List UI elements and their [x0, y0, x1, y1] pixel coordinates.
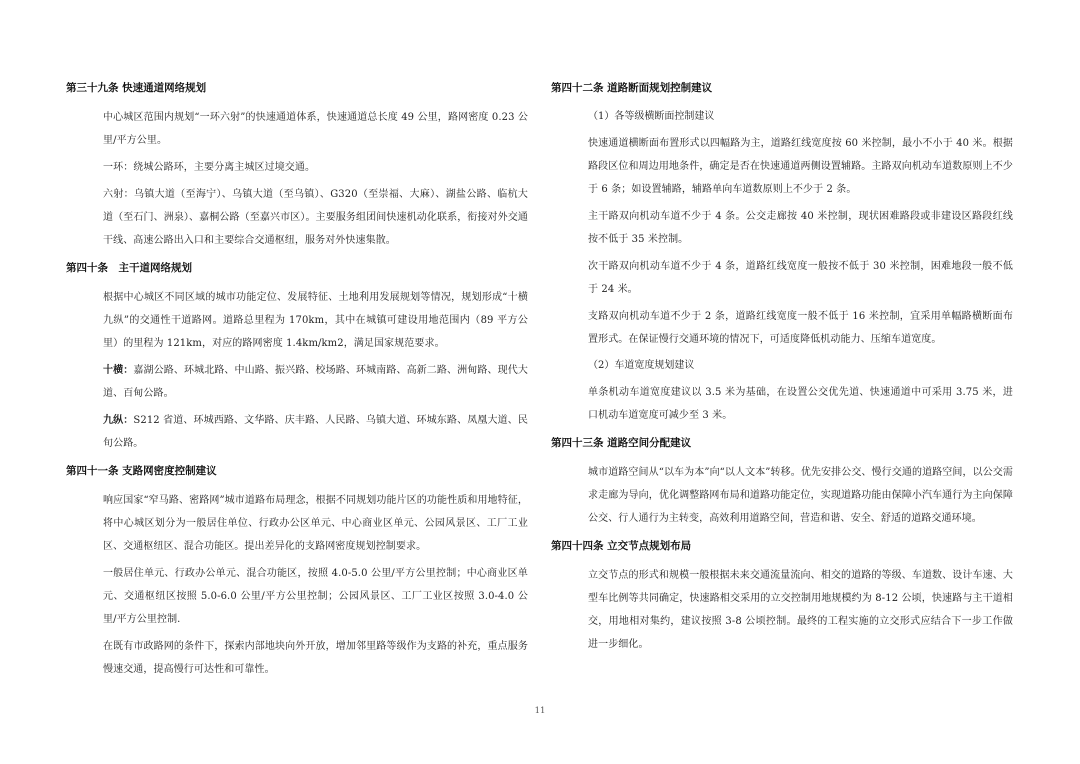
vertical-roads-text: S212 省道、环城西路、文华路、庆丰路、人民路、乌镇大道、环城东路、凤凰大道、民旬公路。: [103, 415, 528, 449]
article-40-title: 第四十条 主干道网络规划: [66, 262, 192, 274]
article-41-title: 第四十一条 支路网密度控制建议: [66, 465, 217, 477]
left-column: [66, 76, 528, 685]
article-41-para-1: 响应国家“窄马路、密路网”城市道路布局理念，根据不同规划功能片区的功能性质和用地特征，将中心城区划分为一般居住单位、行政办公区单元、中心商业区单元、公园风景区、工厂工业区、交通枢纽区、混合功能区。提出差异化的支路网密度规划控制要求。: [103, 495, 528, 552]
article-40-para-1: 根据中心城区不同区域的城市功能定位、发展特征、土地利用发展规划等情况，规划形成“十横九纵”的交通性干道路网。道路总里程为 170km，其中在城镇可建设用地范围内（89 平方公里）的里程为 121km，对应的路网密度 1.4km/km2，满足国家规范要求。: [103, 292, 528, 349]
article-42-para-5: 单条机动车道宽度建议以 3.5 米为基础，在设置公交优先道、快速通道中可采用 3.75 米，进口机动车道宽度可减少至 3 米。: [588, 387, 1013, 421]
article-42-para-2: 主干路双向机动车道不少于 4 条。公交走廊按 40 米控制，现状困难路段或非建设区路段红线按不低于 35 米控制。: [588, 211, 1013, 245]
article-41-para-3: 在既有市政路网的条件下，探索内部地块向外开放，增加邻里路等级作为支路的补充，重点服务慢速交通，提高慢行可达性和可靠性。: [103, 641, 528, 675]
page-number: 11: [534, 706, 546, 716]
article-43-title: 第四十三条 道路空间分配建议: [551, 437, 692, 449]
article-39-para-2: 一环：绕城公路环，主要分离主城区过境交通。: [103, 162, 316, 173]
article-42-para-1: 快速通道横断面布置形式以四幅路为主，道路红线宽度按 60 米控制，最小不小于 40 米。根据路段区位和周边用地条件，确定是否在快速通道两侧设置辅路。主路双向机动车道数原则上不少于 6 条；如设置辅路，辅路单向车道数原则上不少于 2 条。: [588, 138, 1013, 195]
article-42-subtitle-1: （1）各等级横断面控制建议: [588, 111, 715, 122]
right-column: [551, 76, 1013, 660]
article-39-para-1: 中心城区范围内规划“一环六射”的快速通道体系，快速通道总长度 49 公里，路网密度 0.23 公里/平方公里。: [103, 112, 528, 146]
article-42-title: 第四十二条 道路断面规划控制建议: [551, 82, 713, 94]
horizontal-roads-text: 嘉湖公路、环城北路、中山路、振兴路、校场路、环城南路、高新二路、洲甸路、现代大道、百甸公路。: [103, 365, 528, 399]
article-42-para-4: 支路双向机动车道不少于 2 条，道路红线宽度一般不低于 16 米控制，宜采用单幅路横断面布置形式。在保证慢行交通环境的情况下，可适度降低机动能力、压缩车道宽度。: [588, 311, 1013, 345]
article-42-subtitle-2: （2）车道宽度规划建议: [588, 360, 695, 371]
article-44-para-1: 立交节点的形式和规模一般根据未来交通流量流向、相交的道路的等级、车道数、设计车速、大型车比例等共同确定，快速路相交采用的立交控制用地规模约为 8-12 公顷，快速路与主干道相交，用地相对集约，建议按照 3-8 公顷控制。最终的工程实施的立交形式应结合下一步工作做进一步细化。: [588, 570, 1013, 650]
article-39-para-3: 六射：乌镇大道（至海宁）、乌镇大道（至乌镇）、G320（至崇福、大麻）、湖盐公路、临杭大道（至石门、洲泉）、嘉桐公路（至嘉兴市区）。主要服务组团间快速机动化联系，衔接对外交通干线、高速公路出入口和主要综合交通枢纽，服务对外快速集散。: [103, 189, 528, 246]
article-43-para-1: 城市道路空间从“以车为本”向“以人文本”转移。优先安排公交、慢行交通的道路空间，以公交需求走廊为导向，优化调整路网布局和道路功能定位，实现道路功能由保障小汽车通行为主向保障公交、行人通行为主转变，高效利用道路空间，营造和谐、安全、舒适的道路交通环境。: [588, 467, 1013, 524]
horizontal-label: 十横：: [103, 365, 134, 376]
article-42-para-3: 次干路双向机动车道不少于 4 条，道路红线宽度一般按不低于 30 米控制，困难地段一般不低于 24 米。: [588, 261, 1013, 295]
vertical-label: 九纵：: [103, 415, 134, 426]
article-40-horizontal-roads: [66, 359, 528, 405]
article-41-para-2: 一般居住单元、行政办公单元、混合功能区，按照 4.0-5.0 公里/平方公里控制；中心商业区单元、交通枢纽区按照 5.0-6.0 公里/平方公里控制；公园风景区、工厂工业区按照 3.0-4.0 公里/平方公里控制.: [103, 568, 528, 625]
article-44-title: 第四十四条 立交节点规划布局: [551, 540, 692, 552]
article-39-title: 第三十九条 快速通道网络规划: [66, 82, 207, 94]
article-40-vertical-roads: [66, 409, 528, 455]
